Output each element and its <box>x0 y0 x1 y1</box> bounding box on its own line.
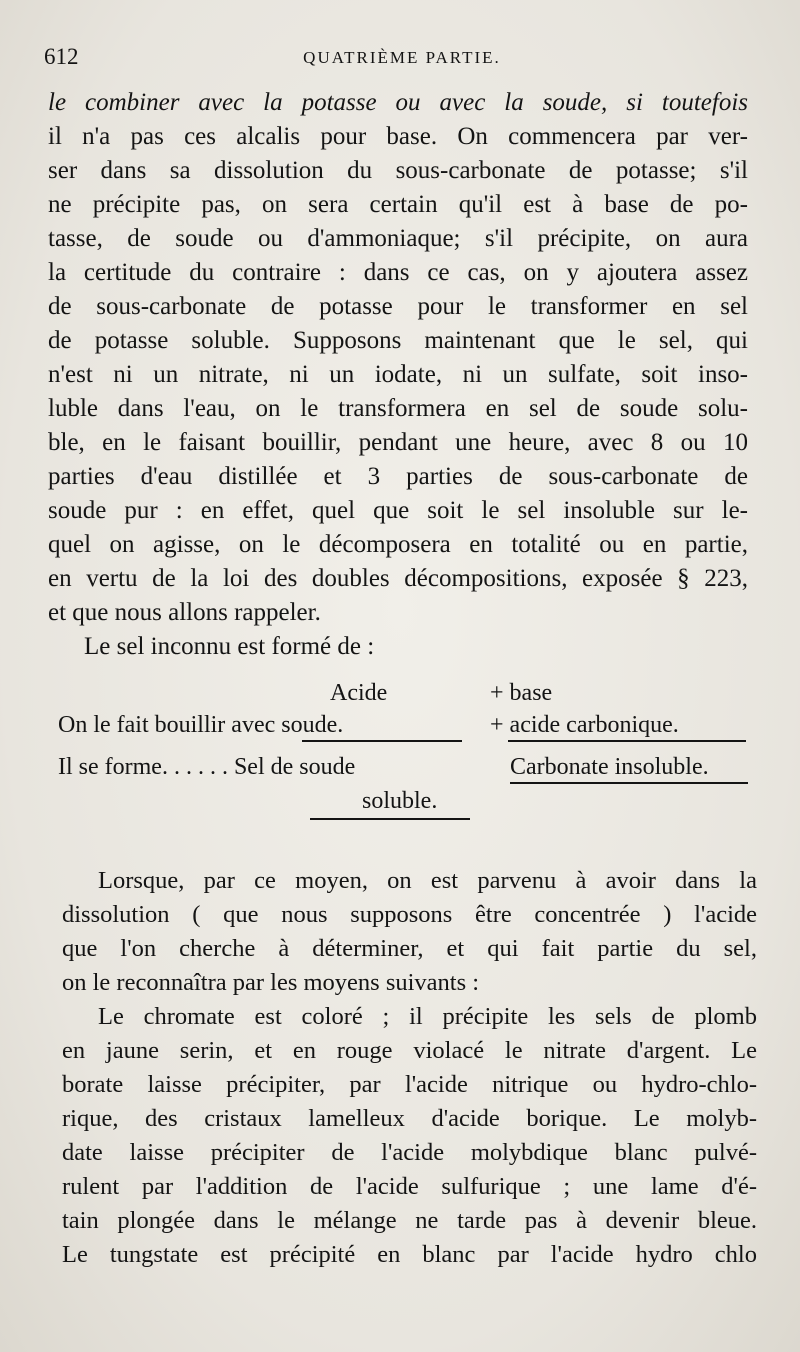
text-line: Le tungstate est précipité en blanc par l'acide hydro chlo <box>62 1241 757 1268</box>
text-line: il n'a pas ces alcalis pour base. On commencera par ver- <box>48 123 748 150</box>
text-line: ble, en le faisant bouillir, pendant une heure, avec 8 ou 10 <box>48 429 748 456</box>
eq-soluble: soluble. <box>362 788 438 814</box>
text-line: parties d'eau distillée et 3 parties de sous-carbonate de <box>48 463 748 490</box>
text-line: dissolution ( que nous supposons être concentrée ) l'acide <box>62 901 757 928</box>
text-line: la certitude du contraire : dans ce cas, on y ajoutera assez <box>48 259 748 286</box>
text-line: n'est ni un nitrate, ni un iodate, ni un sulfate, soit inso- <box>48 361 748 388</box>
eq-base: + base <box>490 680 553 706</box>
eq-carbonic: + acide carbonique. <box>490 712 679 738</box>
text-line: tasse, de soude ou d'ammoniaque; s'il précipite, on aura <box>48 225 748 252</box>
text-line: de potasse soluble. Supposons maintenant que le sel, qui <box>48 327 748 354</box>
eq-rule-under-right <box>510 782 748 784</box>
page-number: 612 <box>44 44 79 69</box>
reaction-scheme <box>48 672 748 822</box>
text-line: date laisse précipiter de l'acide molybdique blanc pulvé- <box>62 1139 757 1166</box>
text-line: luble dans l'eau, on le transformera en sel de soude solu- <box>48 395 748 422</box>
text-line: rique, des cristaux lamelleux d'acide borique. Le molyb- <box>62 1105 757 1132</box>
eq-forms-label: Il se forme. . . . . . Sel de soude <box>58 754 356 780</box>
eq-rule-bottom <box>310 818 470 820</box>
text-line: on le reconnaîtra par les moyens suivants : <box>62 969 480 996</box>
text-line: borate laisse précipiter, par l'acide nitrique ou hydro-chlo- <box>62 1071 757 1098</box>
text-line: de sous-carbonate de potasse pour le transformer en sel <box>48 293 748 320</box>
eq-rule-left <box>302 740 462 742</box>
text-line: rulent par l'addition de l'acide sulfurique ; une lame d'é- <box>62 1173 757 1200</box>
running-head: QUATRIÈME PARTIE. <box>303 48 501 67</box>
text-line: soude pur : en effet, quel que soit le sel insoluble sur le- <box>48 497 748 524</box>
text-line: et que nous allons rappeler. <box>48 599 321 626</box>
text-line: en jaune serin, et en rouge violacé le nitrate d'argent. Le <box>62 1037 757 1064</box>
text-line: quel on agisse, on le décomposera en totalité ou en partie, <box>48 531 748 558</box>
text-line: ne précipite pas, on sera certain qu'il est à base de po- <box>48 191 748 218</box>
text-line: tain plongée dans le mélange ne tarde pas à devenir bleue. <box>62 1207 757 1234</box>
text-line: en vertu de la loi des doubles décompositions, exposée § 223, <box>48 565 748 592</box>
text-line: ser dans sa dissolution du sous-carbonate de potasse; s'il <box>48 157 748 184</box>
intro-line: Le sel inconnu est formé de : <box>84 633 375 660</box>
page-header <box>44 44 760 74</box>
main-text-continued <box>62 864 757 1272</box>
text-line: que l'on cherche à déterminer, et qui fait partie du sel, <box>62 935 757 962</box>
eq-rule-right <box>508 740 746 742</box>
eq-boil-label: On le fait bouillir avec soude. <box>58 712 344 738</box>
eq-acid: Acide <box>330 680 388 706</box>
text-line: Lorsque, par ce moyen, on est parvenu à avoir dans la <box>98 867 757 894</box>
eq-insoluble: Carbonate insoluble. <box>510 754 709 780</box>
main-text <box>48 86 748 822</box>
text-line: Le chromate est coloré ; il précipite les sels de plomb <box>98 1003 757 1030</box>
text-line: le combiner avec la potasse ou avec la soude, si toutefois <box>48 89 748 116</box>
